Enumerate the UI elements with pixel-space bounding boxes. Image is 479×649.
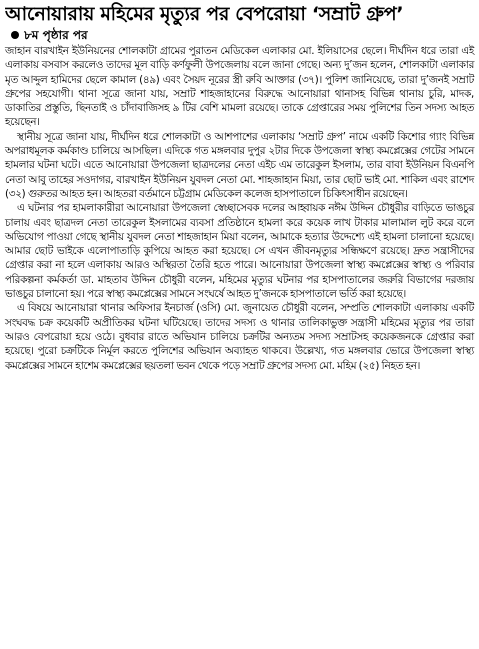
article-body — [5, 44, 474, 373]
article-headline: আনোয়ারায় মহিমের মৃত্যুর পর বেপরোয়া ‘সম্রাট গ্রুপ’ — [5, 3, 404, 25]
article-paragraph: স্থানীয় সূত্রে জানা যায়, দীর্ঘদিন ধরে শোলকাটা ও আশপাশের এলাকায় ‘সম্রাট গ্রুপ’ নামে একটি কিশোর গ্যাং বিভিন্ন অপরাধমূলক কর্মকাণ্ড চালিয়ে আসছিল। এদিকে গত মঙ্গলবার দুপুর ২টার দিকে উপজেলা স্বাস্থ্য কমপ্লেক্সের গেটের সামনে হামলার ঘটনা ঘটে। এতে আনোয়ারা উপজেলা ছাত্রদলের নেতা এইচ এম তারেকুল ইসলাম, তার বাবা ইউনিয়ন বিএনপি নেতা আবু তাহের সওদাগর, বারখাইন ইউনিয়ন যুবদল নেতা মো. শাহজাহান মিয়া, তার ছোট ভাই মো. শাকিল এবং রাশেদ (৩২) গুরুতর আহত হন। আহতরা বর্তমানে চট্টগ্রাম মেডিকেল কলেজ হাসপাতালে চিকিৎসাধীন রয়েছেন। — [5, 130, 474, 200]
article-paragraph: এ বিষয়ে আনোয়ারা থানার অফিসার ইনচার্জ (ওসি) মো. জুনায়েত চৌধুরী বলেন, সম্প্রতি শোলকাটা এলাকায় একটি সংঘবদ্ধ চক্র কয়েকটি অপ্রীতিকর ঘটনা ঘটিয়েছে। তাদের সদস্য ও থানার তালিকাভুক্ত সন্ত্রাসী মহিমের মৃত্যুর পর তারা আরও বেপরোয়া হয়ে ওঠে। বুধবার রাতে অভিযান চালিয়ে চক্রটির অন্যতম সদস্য সম্রাটসহ কয়েকজনকে গ্রেপ্তার করা হয়েছে। পুরো চক্রটিকে নির্মূল করতে পুলিশের অভিযান অব্যাহত থাকবে। উল্লেখ্য, গত মঙ্গলবার ভোরে উপজেলা স্বাস্থ্য কমপ্লেক্সের সামনে হাশেম কমপ্লেক্সের ছয়তলা ভবন থেকে পড়ে সম্রাট গ্রুপের সদস্য মো. মহিম (২৫) নিহত হন। — [5, 302, 474, 372]
article-paragraph: এ ঘটনার পর হামলাকারীরা আনোয়ারা উপজেলা স্বেচ্ছাসেবক দলের আহ্বায়ক নঈম উদ্দিন চৌধুরীর বাড়িতে ভাঙচুর চালায় এবং ছাত্রদল নেতা তারেকুল ইসলামের ব্যবসা প্রতিষ্ঠানে হামলা করে কয়েক লাখ টাকার মালামাল লুট করে বলে অভিযোগ পাওয়া গেছে স্থানীয় যুবদল নেতা শাহজাহান মিয়া বলেন, আমাকে হত্যার উদ্দেশ্যে এই হামলা চালানো হয়েছে। আমার ছোট ভাইকে এলোপাতাড়ি কুপিয়ে আহত করা হয়েছে। সে এখন জীবনমৃত্যুর সন্ধিক্ষণে রয়েছে। দ্রুত সন্ত্রাসীদের গ্রেপ্তার করা না হলে এলাকায় আরও অস্থিরতা তৈরি হতে পারে। আনোয়ারা উপজেলা স্বাস্থ্য কমপ্লেক্সের স্বাস্থ্য ও পরিবার পরিকল্পনা কর্মকর্তা ডা. মাহতাব উদ্দিন চৌধুরী বলেন, মহিমের মৃত্যুর ঘটনার পর হাসপাতালের জরুরি বিভাগের দরজায় ভাঙচুর চালানো হয়। পরে স্বাস্থ্য কমপ্লেক্সের সামনে সংঘর্ষে আহত দু’জনকে হাসপাতালে ভর্তি করা হয়েছে। — [5, 202, 474, 301]
article-paragraph: জাহান বারখাইন ইউনিয়নের শোলকাটা গ্রামের পুরাতন মেডিকেল এলাকার মো. ইলিয়াসের ছেলে। দীর্ঘদিন ধরে তারা এই এলাকায় বসবাস করলেও তাদের মূল বাড়ি কর্ণফুলী উপজেলায় বলে জানা গেছে। অন্য দু’জন হলেন, শোলকাটা এলাকার মৃত আব্দুল হামিদের ছেলে কামাল (৪৯) এবং সৈয়দ নূরের স্ত্রী রুবি আক্তার (৩৭)। পুলিশ জানিয়েছে, তারা দু’জনই সম্রাট গ্রুপের সহযোগী। থানা সূত্রে জানা যায়, সম্রাট শাহজাহানের বিরুদ্ধে আনোয়ারা থানাসহ বিভিন্ন থানায় চুরি, মাদক, ডাকাতির প্রস্তুতি, ছিনতাই ও চাঁদাবাজিসহ ৯ টির বেশি মামলা রয়েছে। তাকে গ্রেপ্তারের সময় পুলিশের তিন সদস্য আহত হয়েছেন। — [5, 45, 474, 129]
bullet-icon — [11, 31, 19, 39]
continued-from-line — [11, 27, 474, 43]
continued-from-text: ৮ম পৃষ্ঠার পর — [24, 28, 88, 42]
